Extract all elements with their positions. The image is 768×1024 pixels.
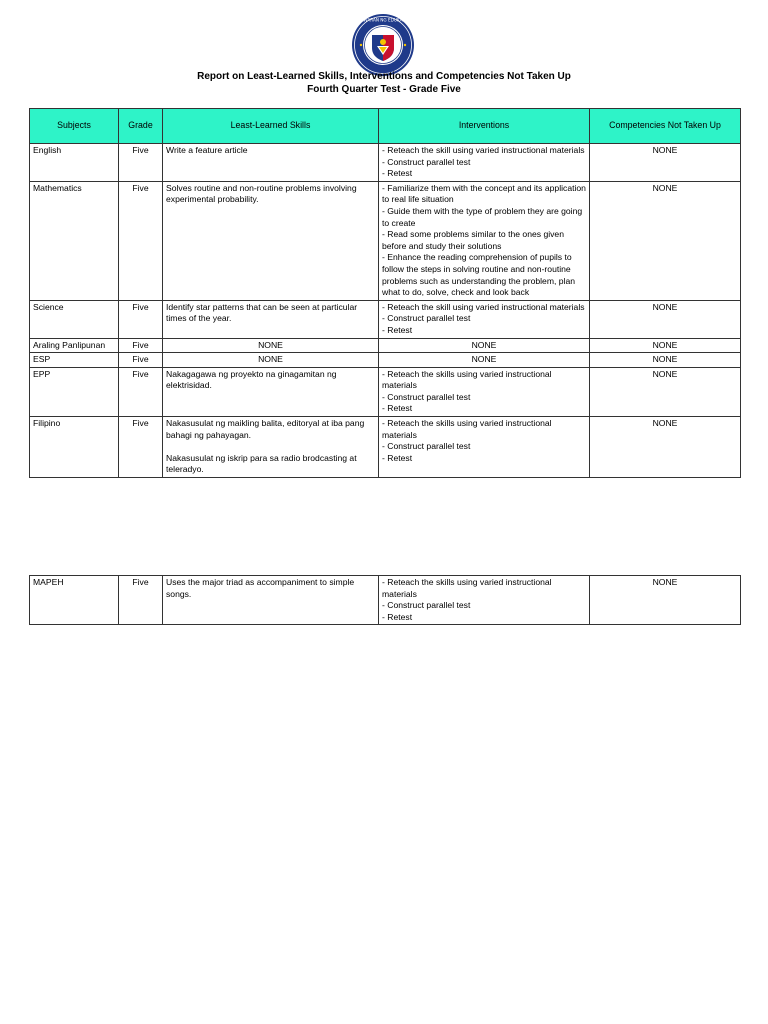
header-grade: Grade	[119, 109, 163, 144]
cell-subject: MAPEH	[30, 576, 119, 625]
cell-skills	[163, 367, 379, 416]
skill-text: Uses the major triad as accompaniment to simple songs.	[166, 577, 355, 599]
mapeh-table	[29, 575, 741, 625]
cell-interventions	[379, 300, 590, 338]
intervention-item: - Reteach the skills using varied instructional materials	[382, 418, 552, 440]
cell-subject: EPP	[30, 367, 119, 416]
cell-skills: NONE	[163, 353, 379, 368]
table-row	[30, 181, 741, 300]
cell-grade: Five	[119, 181, 163, 300]
intervention-item: - Retest	[382, 452, 413, 463]
table-row	[30, 353, 741, 368]
intervention-item: - Retest	[382, 611, 413, 622]
intervention-item: - Read some problems similar to the ones given before and study their solutions	[382, 229, 564, 251]
skill-text: Nakasusulat ng maikling balita, editoryal at iba pang bahagi ng pahayagan.	[166, 418, 365, 440]
cell-interventions: NONE	[379, 353, 590, 368]
intervention-item: - Familiarize them with the concept and its application to real life situation	[382, 182, 586, 205]
cell-grade: Five	[119, 144, 163, 182]
intervention-item: - Reteach the skills using varied instructional materials	[382, 577, 552, 599]
intervention-item: - Enhance the reading comprehension of pupils to follow the steps in solving routine and non-routine problems such as understanding the problem, plan what to do, solve, check and look back	[382, 252, 575, 298]
report-subtitle: Fourth Quarter Test - Grade Five	[307, 84, 461, 95]
cell-grade: Five	[119, 338, 163, 353]
table-row	[30, 367, 741, 416]
cell-grade: Five	[119, 417, 163, 478]
skill-text: Nakagagawa ng proyekto na ginagamitan ng elektrisidad.	[166, 368, 337, 391]
cell-skills	[163, 181, 379, 300]
header-interventions: Interventions	[379, 109, 590, 144]
cell-competencies: NONE	[590, 181, 741, 300]
cell-competencies: NONE	[590, 576, 741, 625]
cell-grade: Five	[119, 576, 163, 625]
cell-subject: Mathematics	[30, 181, 119, 300]
header-competencies: Competencies Not Taken Up	[590, 109, 741, 144]
cell-subject: Araling Panlipunan	[30, 338, 119, 353]
header-subjects: Subjects	[30, 109, 119, 144]
table-row	[30, 576, 741, 625]
intervention-item: - Construct parallel test	[382, 441, 471, 452]
cell-competencies: NONE	[590, 417, 741, 478]
cell-interventions: NONE	[379, 338, 590, 353]
paragraph-gap	[166, 441, 375, 453]
cell-subject: ESP	[30, 353, 119, 368]
intervention-item: - Construct parallel test	[382, 391, 471, 402]
intervention-item: - Retest	[382, 403, 413, 414]
header-skills: Least-Learned Skills	[163, 109, 379, 144]
cell-competencies: NONE	[590, 367, 741, 416]
cell-subject: Filipino	[30, 417, 119, 478]
cell-skills	[163, 144, 379, 182]
cell-interventions	[379, 367, 590, 416]
table-row	[30, 300, 741, 338]
intervention-item: - Reteach the skills using varied instructional materials	[382, 368, 552, 391]
cell-competencies: NONE	[590, 338, 741, 353]
cell-competencies: NONE	[590, 353, 741, 368]
cell-interventions	[379, 181, 590, 300]
skill-text: Nakasusulat ng iskrip para sa radio brodcasting at teleradyo.	[166, 452, 357, 475]
cell-subject: Science	[30, 300, 119, 338]
cell-grade: Five	[119, 353, 163, 368]
cell-competencies: NONE	[590, 300, 741, 338]
cell-grade: Five	[119, 367, 163, 416]
report-title: Report on Least-Learned Skills, Interventions and Competencies Not Taken Up	[197, 71, 571, 82]
intervention-item: - Construct parallel test	[382, 600, 471, 611]
intervention-item: - Construct parallel test	[382, 313, 471, 324]
intervention-item: - Retest	[382, 168, 413, 179]
intervention-item: - Guide them with the type of problem they are going to create	[382, 205, 583, 228]
table-header-row	[30, 109, 741, 144]
cell-subject: English	[30, 144, 119, 182]
intervention-item: - Retest	[382, 324, 413, 335]
svg-text:KAGAWARAN NG EDUKASYON: KAGAWARAN NG EDUKASYON	[352, 17, 414, 23]
table-row	[30, 338, 741, 353]
cell-skills	[163, 417, 379, 478]
skills-table	[29, 108, 741, 478]
cell-competencies: NONE	[590, 144, 741, 182]
skill-text: Write a feature article	[166, 145, 248, 155]
table-row	[30, 144, 741, 182]
intervention-item: - Reteach the skill using varied instructional materials	[382, 145, 585, 155]
cell-interventions	[379, 144, 590, 182]
intervention-item: - Construct parallel test	[382, 156, 471, 167]
table-row	[30, 417, 741, 478]
skill-text: Solves routine and non-routine problems involving experimental probability.	[166, 182, 357, 205]
deped-seal-logo	[351, 13, 415, 77]
intervention-item: - Reteach the skill using varied instructional materials	[382, 301, 585, 312]
cell-interventions	[379, 417, 590, 478]
cell-skills	[163, 576, 379, 625]
cell-skills: NONE	[163, 338, 379, 353]
cell-skills	[163, 300, 379, 338]
cell-grade: Five	[119, 300, 163, 338]
cell-interventions	[379, 576, 590, 625]
skill-text: Identify star patterns that can be seen at particular times of the year.	[166, 301, 358, 324]
